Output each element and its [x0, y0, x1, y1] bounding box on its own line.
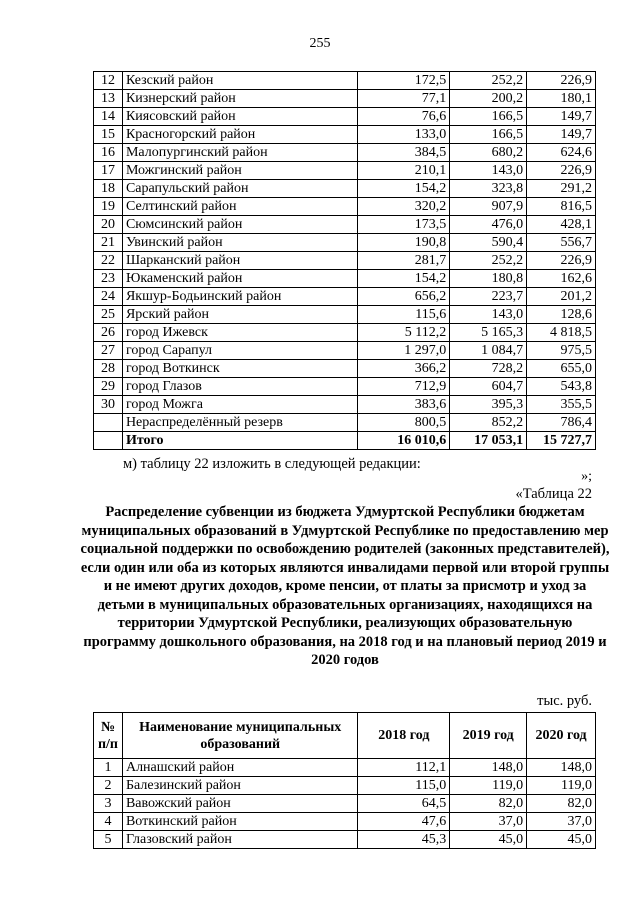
value-2018: 154,2 [358, 270, 450, 288]
table-row [94, 360, 596, 378]
table-row [94, 162, 596, 180]
municipality-name: Увинский район [122, 234, 358, 252]
value-2018: 112,1 [358, 759, 450, 777]
value-2018: 154,2 [358, 180, 450, 198]
value-2019: 395,3 [450, 396, 527, 414]
row-number: 4 [94, 813, 123, 831]
municipality-name: Итого [122, 432, 358, 450]
table-row [94, 414, 596, 432]
table-row [94, 342, 596, 360]
value-2018: 712,9 [358, 378, 450, 396]
value-2020: 291,2 [527, 180, 596, 198]
value-2020: 355,5 [527, 396, 596, 414]
table-row [94, 795, 596, 813]
value-2019: 476,0 [450, 216, 527, 234]
value-2018: 383,6 [358, 396, 450, 414]
table-row [94, 759, 596, 777]
row-number: 12 [94, 72, 123, 90]
value-2019: 148,0 [450, 759, 527, 777]
subsidy-table-22 [93, 712, 596, 849]
table-row [94, 813, 596, 831]
municipality-name: Якшур-Бодьинский район [122, 288, 358, 306]
value-2019: 37,0 [450, 813, 527, 831]
row-number: 28 [94, 360, 123, 378]
amendment-instruction: м) таблицу 22 изложить в следующей редакции: [123, 456, 421, 472]
table-row [94, 234, 596, 252]
value-2018: 115,6 [358, 306, 450, 324]
value-2018: 173,5 [358, 216, 450, 234]
row-number: 13 [94, 90, 123, 108]
value-2018: 172,5 [358, 72, 450, 90]
row-number: 26 [94, 324, 123, 342]
municipality-name: Вавожский район [122, 795, 358, 813]
municipality-name: Шарканский район [122, 252, 358, 270]
value-2018: 76,6 [358, 108, 450, 126]
value-2020: 119,0 [527, 777, 596, 795]
value-2019: 17 053,1 [450, 432, 527, 450]
municipality-name: Кезский район [122, 72, 358, 90]
value-2019: 590,4 [450, 234, 527, 252]
table-row [94, 108, 596, 126]
value-2018: 190,8 [358, 234, 450, 252]
table-row [94, 270, 596, 288]
value-2020: 149,7 [527, 126, 596, 144]
row-number: 22 [94, 252, 123, 270]
municipality-name: город Глазов [122, 378, 358, 396]
municipality-name: город Воткинск [122, 360, 358, 378]
table-row [94, 180, 596, 198]
table-row [94, 378, 596, 396]
row-number: 29 [94, 378, 123, 396]
closing-quote: »; [581, 469, 592, 484]
value-2020: 428,1 [527, 216, 596, 234]
value-2019: 143,0 [450, 162, 527, 180]
subsidy-table-continued [93, 71, 596, 450]
table-row [94, 777, 596, 795]
table-row [94, 126, 596, 144]
municipality-name: Кизнерский район [122, 90, 358, 108]
value-2019: 143,0 [450, 306, 527, 324]
row-number: 1 [94, 759, 123, 777]
table-row [94, 831, 596, 849]
value-2020: 15 727,7 [527, 432, 596, 450]
value-2020: 543,8 [527, 378, 596, 396]
value-2018: 47,6 [358, 813, 450, 831]
value-2020: 226,9 [527, 72, 596, 90]
value-2018: 64,5 [358, 795, 450, 813]
value-2018: 77,1 [358, 90, 450, 108]
value-2019: 907,9 [450, 198, 527, 216]
municipality-name: Нераспределённый резерв [122, 414, 358, 432]
municipality-name: Балезинский район [122, 777, 358, 795]
value-2018: 320,2 [358, 198, 450, 216]
municipality-name: Воткинский район [122, 813, 358, 831]
value-2018: 384,5 [358, 144, 450, 162]
value-2019: 166,5 [450, 126, 527, 144]
header-2020: 2020 год [527, 713, 596, 759]
table-title: Распределение субвенции из бюджета Удмуртской Республики бюджетам муниципальных образований в Удмуртской Республике по предоставлению мер социальной поддержки по освобождению родителей (законных представителей), если один или оба из которых являются инвалидами первой или второй группы и не имеют других доходов, кроме пенсии, от платы за присмотр и уход за детьми в муниципальных образовательных организациях, находящихся на территории Удмуртской Республики, реализующих образовательную программу дошкольного образования, на 2018 год и на плановый период 2019 и 2020 годов [80, 504, 610, 668]
value-2020: 37,0 [527, 813, 596, 831]
value-2019: 45,0 [450, 831, 527, 849]
value-2020: 4 818,5 [527, 324, 596, 342]
row-number: 2 [94, 777, 123, 795]
value-2019: 223,7 [450, 288, 527, 306]
table-row [94, 396, 596, 414]
value-2019: 166,5 [450, 108, 527, 126]
row-number: 21 [94, 234, 123, 252]
table-row [94, 198, 596, 216]
value-2019: 82,0 [450, 795, 527, 813]
row-number: 16 [94, 144, 123, 162]
value-2019: 200,2 [450, 90, 527, 108]
row-number: 17 [94, 162, 123, 180]
row-number: 20 [94, 216, 123, 234]
value-2019: 1 084,7 [450, 342, 527, 360]
table-row [94, 90, 596, 108]
row-number: 23 [94, 270, 123, 288]
row-number: 14 [94, 108, 123, 126]
value-2020: 226,9 [527, 162, 596, 180]
table-row [94, 252, 596, 270]
units-label: тыс. руб. [537, 693, 592, 709]
municipality-name: Киясовский район [122, 108, 358, 126]
table-row [94, 216, 596, 234]
row-number: 19 [94, 198, 123, 216]
value-2018: 5 112,2 [358, 324, 450, 342]
table-row [94, 288, 596, 306]
value-2020: 556,7 [527, 234, 596, 252]
municipality-name: Можгинский район [122, 162, 358, 180]
municipality-name: Селтинский район [122, 198, 358, 216]
row-number: 15 [94, 126, 123, 144]
header-number: № п/п [94, 713, 123, 759]
value-2020: 162,6 [527, 270, 596, 288]
value-2020: 975,5 [527, 342, 596, 360]
value-2018: 45,3 [358, 831, 450, 849]
value-2018: 800,5 [358, 414, 450, 432]
row-number: 5 [94, 831, 123, 849]
value-2019: 5 165,3 [450, 324, 527, 342]
value-2020: 226,9 [527, 252, 596, 270]
municipality-name: Красногорский район [122, 126, 358, 144]
value-2018: 656,2 [358, 288, 450, 306]
municipality-name: Юкаменский район [122, 270, 358, 288]
value-2020: 786,4 [527, 414, 596, 432]
value-2019: 252,2 [450, 72, 527, 90]
municipality-name: город Сарапул [122, 342, 358, 360]
total-row [94, 432, 596, 450]
value-2018: 133,0 [358, 126, 450, 144]
table-row [94, 324, 596, 342]
value-2020: 128,6 [527, 306, 596, 324]
row-number: 27 [94, 342, 123, 360]
value-2019: 728,2 [450, 360, 527, 378]
value-2020: 148,0 [527, 759, 596, 777]
municipality-name: город Можга [122, 396, 358, 414]
municipality-name: Ярский район [122, 306, 358, 324]
municipality-name: город Ижевск [122, 324, 358, 342]
value-2020: 655,0 [527, 360, 596, 378]
row-number: 18 [94, 180, 123, 198]
header-2019: 2019 год [450, 713, 527, 759]
table-row [94, 144, 596, 162]
value-2019: 680,2 [450, 144, 527, 162]
value-2018: 281,7 [358, 252, 450, 270]
value-2019: 323,8 [450, 180, 527, 198]
municipality-name: Глазовский район [122, 831, 358, 849]
municipality-name: Малопургинский район [122, 144, 358, 162]
value-2020: 82,0 [527, 795, 596, 813]
value-2019: 252,2 [450, 252, 527, 270]
value-2020: 201,2 [527, 288, 596, 306]
header-2018: 2018 год [358, 713, 450, 759]
table-row [94, 72, 596, 90]
municipality-name: Сюмсинский район [122, 216, 358, 234]
value-2018: 210,1 [358, 162, 450, 180]
value-2019: 604,7 [450, 378, 527, 396]
municipality-name: Сарапульский район [122, 180, 358, 198]
row-number [94, 414, 123, 432]
row-number [94, 432, 123, 450]
row-number: 25 [94, 306, 123, 324]
value-2018: 115,0 [358, 777, 450, 795]
value-2019: 119,0 [450, 777, 527, 795]
header-municipality: Наименование муниципальных образований [122, 713, 358, 759]
value-2019: 852,2 [450, 414, 527, 432]
row-number: 3 [94, 795, 123, 813]
value-2018: 1 297,0 [358, 342, 450, 360]
table-row [94, 306, 596, 324]
page-number: 255 [309, 36, 331, 51]
value-2020: 149,7 [527, 108, 596, 126]
value-2020: 45,0 [527, 831, 596, 849]
row-number: 24 [94, 288, 123, 306]
value-2018: 366,2 [358, 360, 450, 378]
value-2020: 624,6 [527, 144, 596, 162]
row-number: 30 [94, 396, 123, 414]
value-2019: 180,8 [450, 270, 527, 288]
value-2018: 16 010,6 [358, 432, 450, 450]
municipality-name: Алнашский район [122, 759, 358, 777]
value-2020: 180,1 [527, 90, 596, 108]
value-2020: 816,5 [527, 198, 596, 216]
table-label: «Таблица 22 [515, 486, 592, 502]
